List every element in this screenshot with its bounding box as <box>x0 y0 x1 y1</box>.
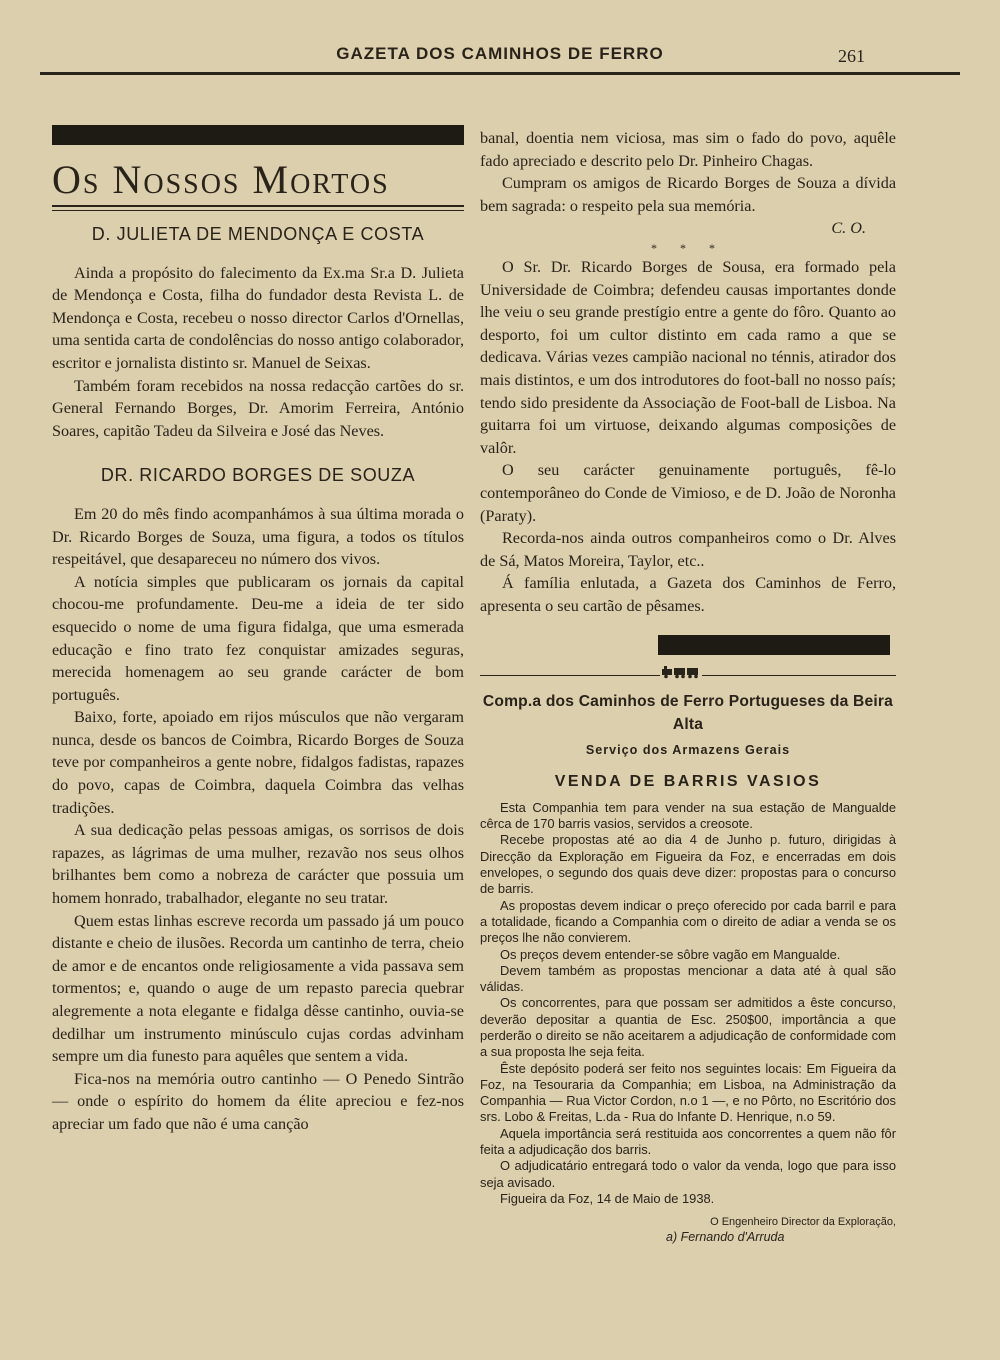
article-paragraph: Também foram recebidos na nossa redacção cartões do sr. General Fernando Borges, Dr. Amorim Ferreira, António Soares, capitão Tadeu da Silveira e José das Neves. <box>52 376 464 440</box>
page-header <box>40 38 960 75</box>
train-icon <box>660 665 702 679</box>
notice-paragraph: Os preços devem entender-se sôbre vagão em Mangualde. <box>500 946 841 962</box>
notice-divider <box>480 661 896 685</box>
section-heading-ricardo: DR. RICARDO BORGES DE SOUZA <box>100 465 416 486</box>
article-paragraph: A notícia simples que publicaram os jornais da capital chocou-me profundamente. Deu-me a ideia de ter sido esquecido o nome de uma figura fidalga, que uma esmerada educação e fino trato fez conquistar amizades seguras, merecida homenagem ao seu grande carácter de bom português. <box>52 572 464 704</box>
section-separator: * * * <box>651 240 725 255</box>
notice-engineer-name: a) Fernando d'Arruda <box>666 1230 785 1245</box>
article-paragraph: Baixo, forte, apoiado em rijos músculos que não vergaram nunca, desde os bancos de Coimbra, Ricardo Borges de Souza teve por companheiros a gente nobre, fidalgos fadistas, rapazes do povo, capas de Coimbra, daquela Coimbra das velhas tradições. <box>52 708 464 817</box>
main-title: Os Nossos Mortos <box>52 157 390 202</box>
notice-paragraph: Esta Companhia tem para vender na sua estação de Mangualde cêrca de 170 barris vasios, servidos a creosote. <box>480 799 896 832</box>
notice-advertisement <box>480 691 896 1245</box>
left-column <box>52 125 464 1136</box>
notice-paragraph: Os concorrentes, para que possam ser admitidos a êste concurso, deverão depositar a quantia de Esc. 250$00, importância a que perderão o direito se não aceitarem a adjudicação de conformidade com a sua proposta lhe seja feita. <box>480 995 896 1060</box>
notice-paragraph: O adjudicatário entregará todo o valor da venda, logo que para isso seja avisado. <box>480 1158 896 1190</box>
notice-paragraph: Recebe propostas até ao dia 4 de Junho p. futuro, dirigidas à Direcção da Exploração em Figueira da Foz, e encerradas em dois envelopes, o segundo dos quais deve dizer: propostas para o concurso de barris. <box>480 832 896 897</box>
section-heading-julieta: D. JULIETA DE MENDONÇA E COSTA <box>91 224 425 244</box>
notice-place-date: Figueira da Foz, 14 de Maio de 1938. <box>500 1190 715 1206</box>
notice-company: Comp.a dos Caminhos de Ferro Portugueses da Beira Alta <box>482 693 894 734</box>
notice-paragraph: As propostas devem indicar o preço oferecido por cada barril e para a totalidade, ficando a Companhia com o direito de adiar a venda se os preços lhe não convierem. <box>480 897 896 946</box>
publication-title: GAZETA DOS CAMINHOS DE FERRO <box>336 44 664 63</box>
article-paragraph: Á família enlutada, a Gazeta dos Caminhos de Ferro, apresenta o seu cartão de pêsames. <box>480 574 896 615</box>
article-paragraph: Ainda a propósito do falecimento da Ex.ma Sr.a D. Julieta de Mendonça e Costa, filha do fundador desta Revista L. de Mendonça e Costa, recebeu o nosso director Carlos d'Ornellas, uma sentida carta de condolências do nosso antigo colaborador, escritor e jornalista distinto sr. Manuel de Seixas. <box>52 263 464 372</box>
article-paragraph: O Sr. Dr. Ricardo Borges de Sousa, era formado pela Universidade de Coimbra; defendeu causas importantes donde lhe veiu o seu grande prestígio entre a gente do fôro. Quanto ao desporto, foi um cultor distinto em cada ramo a que se dedicava. Várias vezes campião nacional no ténnis, atirador dos mais distintos, e um dos introdutores do foot-ball no nosso país; tendo sido presidente da Associação de Foot-ball de Lisboa. Na guitarra foi um virtuose, deixando algumas composições de valôr. <box>480 257 896 457</box>
article-paragraph: banal, doentia nem viciosa, mas sim o fado do povo, aquêle fado apreciado e descrito pelo Dr. Pinheiro Chagas. <box>480 129 896 170</box>
notice-title: VENDA DE BARRIS VASIOS <box>554 773 822 791</box>
notice-engineer-title: O Engenheiro Director da Exploração, <box>710 1216 896 1229</box>
notice-paragraph: Devem também as propostas mencionar a data até à qual são válidas. <box>480 962 896 995</box>
author-signature: C. O. <box>831 219 866 238</box>
page-number: 261 <box>838 46 865 66</box>
decorative-bar <box>52 125 464 145</box>
article-paragraph: O seu carácter genuinamente português, fê-lo contemporâneo do Conde de Vimioso, e de D. João de Noronha (Paraty). <box>480 461 896 525</box>
notice-paragraph: Aquela importância será restituida aos concorrentes a quem não fôr feita a adjudicação dos barris. <box>480 1125 896 1158</box>
article-paragraph: Cumpram os amigos de Ricardo Borges de Souza a dívida bem sagrada: o respeito pela sua memória. <box>480 174 896 215</box>
article-paragraph: Quem estas linhas escreve recorda um passado já um pouco distante e cheio de ilusões. Recorda um cantinho de terra, cheio de amor e de encantos onde religiosamente a vida passava sem tormentos; e, quando o auge de um repasto parecia quebrar alegremente a nota elegante e fidalga dêsse cantinho, ouvia-se dedilhar um instrumento minúsculo cujas cordas advinham sempre um dia funesto para aquêles que sentem a vida. <box>52 911 464 1066</box>
notice-service: Serviço dos Armazens Gerais <box>585 742 791 757</box>
article-paragraph: A sua dedicação pelas pessoas amigas, os sorrisos de dois rapazes, as lágrimas de uma mulher, rezavão nos seus olhos brilhantes bem como a nobreza de carácter que possuia um homem honrado, trabalhador, elegante no seu tratar. <box>52 821 464 908</box>
decorative-bar <box>658 635 890 655</box>
article-paragraph: Em 20 do mês findo acompanhámos à sua última morada o Dr. Ricardo Borges de Souza, uma figura, a todos os títulos respeitável, que desapareceu no número dos vivos. <box>52 504 464 569</box>
notice-paragraph: Êste depósito poderá ser feito nos seguintes locais: Em Figueira da Foz, na Tesouraria da Companhia; em Lisboa, na Administração da Companhia — Rua Victor Cordon, n.o 1 —, e no Pôrto, no Escritório dos srs. Lobo & Freitas, L.da - Rua do Infante D. Henrique, n.o 59. <box>480 1060 896 1125</box>
title-rule <box>52 205 464 207</box>
title-rule <box>52 210 464 211</box>
right-column <box>480 127 896 1246</box>
article-paragraph: Fica-nos na memória outro cantinho — O Penedo Sintrão — onde o espírito do homem da élite apreciou e fez-nos apreciar um fado que não é uma canção <box>52 1069 464 1133</box>
article-paragraph: Recorda-nos ainda outros companheiros como o Dr. Alves de Sá, Matos Moreira, Taylor, etc.. <box>480 529 896 570</box>
